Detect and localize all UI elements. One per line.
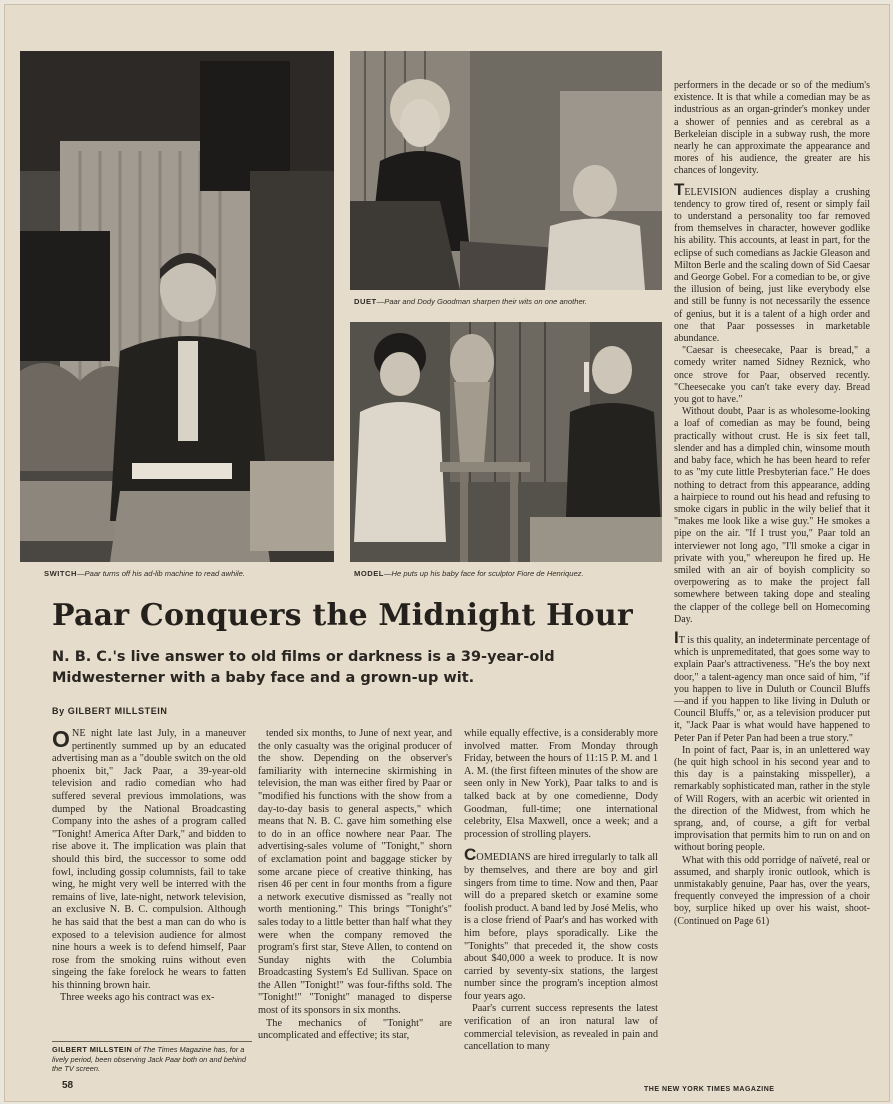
caption-switch xyxy=(44,569,245,578)
article-column-3 xyxy=(464,728,658,1054)
col4-paragraph-1: performers in the decade or so of the medium's existence. It is that while a comedian may be as industrious as an organ-grinder's monkey under a shower of pennies and as cerebral as a Berkeleian disciple in a subway rush, the more nearly he can approximate the appearance and mores of his audience, the greater are his chances of longevity. xyxy=(674,80,870,177)
col3-paragraph-2 xyxy=(464,845,658,1003)
col4-paragraph-2 xyxy=(674,179,870,346)
col4-paragraph-2-text: ELEVISION audiences display a crushing tendency to grow tired of, resent or simply fail to understand a personality too far removed from themselves in character, however godlike his ability. This accounts, at least in part, for the eclipse of such comedians as Jackie Gleason and Milton Berle and the scaling down of Sid Caesar and George Gobel. For a comedian to be, or give the illusion of being, just like everybody else and still be funny is not necessarily the essence of genius, but it is a talent of a high order and one that Paar possesses in marketable abundance. xyxy=(674,186,870,345)
caption-switch-text: —Paar turns off his ad-lib machine to read awhile. xyxy=(76,569,245,578)
caption-duet-text: —Paar and Dody Goodman sharpen their wits on one another. xyxy=(376,297,588,306)
photo-duet xyxy=(350,51,662,290)
col1-paragraph-1-text: NE night late last July, in a maneuver pertinently summed up by an educated advertising man as a "double switch on the old phoenix bit," Jack Paar, a 39-year-old television and radio comedian who had suffered several previous immolations, was dumped by the National Broadcasting Company into the ashes of a program called "Tonight! America After Dark," and bidden to rise above it. The implication was plain that should this bird, the successor to some odd fowl, including gossip columnists, fail to take wing, he might very well be interred with the remains of live, late-night, network television, an exclusive N. B. C. compulsion. Although he has said that the best a man can do who is exposed to a television audience for almost nine hours a week is to defend himself, Paar rose from the smoking ruins without even singeing the fake forelock he wears to fatten his thinning brown hair. xyxy=(52,728,246,991)
author-bio xyxy=(52,1041,252,1074)
col3-paragraph-3: Paar's current success represents the latest verification of an iron natural law of commercial television, as revealed in pain and cancellation to many xyxy=(464,1003,658,1053)
col4-paragraph-7: What with this odd porridge of naïveté, real or assumed, and sharply ironic outlook, which is unmistakably genuine, Paar has, over the years, frequently conveyed the impression of a choir boy, surplice hiked up over his waist, shoot- (Continued on Page 61) xyxy=(674,854,870,927)
col1-paragraph-2: Three weeks ago his contract was ex- xyxy=(60,992,215,1004)
caption-duet-label: DUET xyxy=(354,297,377,306)
col4-paragraph-3: "Caesar is cheesecake, Paar is bread," a comedy writer named Sidney Reznick, who once strove for Paar, observed recently. "Cheesecake you can't take every day. Bread you got to have." xyxy=(674,345,870,406)
photo-model xyxy=(350,322,662,562)
caption-model-text: —He puts up his baby face for sculptor Fiore de Henriquez. xyxy=(383,569,584,578)
subhead-cap-t: T xyxy=(674,179,685,199)
article-column-1 xyxy=(52,728,246,1005)
article-headline: Paar Conquers the Midnight Hour xyxy=(52,598,633,633)
col1-paragraph-1 xyxy=(52,728,246,992)
magazine-page xyxy=(4,4,890,1102)
col4-paragraph-4: Without doubt, Paar is as wholesome-looking a loaf of comedian as may be found, being practically without crust. He is six feet tall, slender and has a dimpled chin, winsome mouth and baby face, which he has been heard to refer to as "my cute little Presbyterian face." He does nothing to detract from this appearance, adding a hairpiece to round out his head and refusing to smoke cigars in public in the wily belief that it "makes me look like a wise guy." He smokes a pipe on the air. "If I trust you," Paar told an interviewer not long ago, "I'll smoke a cigar in private with you," whereupon he fired up. He smiled with an air of boyish complicity so overpowering as to make the project fall somewhere between taking dope and stealing the clapper of the college bell on Homecoming Day. xyxy=(674,406,870,625)
subhead-cap-i: I xyxy=(674,627,679,647)
photo-switch xyxy=(20,51,334,562)
col2-paragraph-2: The mechanics of "Tonight" are uncomplicated and effective; its star, xyxy=(258,1017,452,1042)
subhead-cap-c: C xyxy=(464,845,477,865)
caption-model-label: MODEL xyxy=(354,569,384,578)
author-bio-text: of The Times Magazine has, for a lively period, been observing Jack Paar both on and behind the TV screen. xyxy=(52,1045,246,1074)
article-column-4 xyxy=(674,80,870,928)
dropcap-o: O xyxy=(52,726,70,752)
caption-duet xyxy=(354,297,587,306)
article-byline: By GILBERT MILLSTEIN xyxy=(52,706,168,716)
author-bio-name: GILBERT MILLSTEIN xyxy=(52,1045,133,1054)
article-deck: N. B. C.'s live answer to old films or darkness is a 39-year-old Midwesterner with a baby face and a grown-up wit. xyxy=(52,649,555,686)
magazine-footer: THE NEW YORK TIMES MAGAZINE xyxy=(644,1086,775,1093)
caption-switch-label: SWITCH xyxy=(44,569,77,578)
col4-paragraph-5-text: T is this quality, an indeterminate percentage of which is unpremeditated, that goes some way to explain Paar's attractiveness. "He's the boy next door," a talent-agency man once said of him, "if you happen to live in Duluth or Council Bluffs—and if you happen to like living in Duluth or Council Bluffs," or, as a television producer put it, "Jack Paar is what would have happened to Peter Pan if Peter Pan had been a true story." xyxy=(674,634,870,744)
col3-paragraph-2-text: OMEDIANS are hired irregularly to talk all by themselves, and there are boy and girl singers from time to time. Now and then, Paar will do a prepared sketch or examine some foolish product. A band led by José Melis, who is a close friend of Paar's and has worked with him before, plays sporadically. Like the "Tonights" that preceded it, the show costs about $40,000 a week to produce. It is now carried by seventy-six stations, the largest number since the program's inception almost four years ago. xyxy=(464,852,658,1002)
page-number: 58 xyxy=(62,1080,74,1091)
col4-paragraph-6: In point of fact, Paar is, in an unlettered way (he quit high school in his second year and to this day is a painstaking misspeller), a remarkably sophisticated man, rather in the style of Will Rogers, with an acerbic wit oriented in the direction of the Midwest, from which he sprang, and, of course, a gift for verbal improvisation that permits him to run on and on without boring people. xyxy=(674,744,870,854)
article-column-2 xyxy=(258,728,452,1043)
col2-paragraph-1: tended six months, to June of next year, and the only casualty was the original producer of the show. Depending on the observer's familiarity with internecine skirmishing in television, the man was either fired by Paar or "modified his functions with the show from a day-to-day basis to general aspects," which means that N. B. C. gave him something else to do in an office nowhere near Paar. The advertising-sales volume of "Tonight," shorn of exclamation point and baggage sticker by some arcane piece of creative thinking, has risen 46 per cent in four months from a figure a network executive dismissed as "really not worth mentioning." This brings "Tonight's" sales today to a little better than half what they were when the company removed the program's first star, Steve Allen, to contend on Sunday nights with the Columbia Broadcasting System's Ed Sullivan. Space on the Allen "Tonight!" was four-fifths sold. The "Tonight!" "Tonight" managed to disperse most of its sponsors in six months. xyxy=(258,728,452,1017)
col4-paragraph-5 xyxy=(674,627,870,745)
caption-model xyxy=(354,569,584,578)
col3-paragraph-1: while equally effective, is a considerably more involved matter. From Monday through Friday, between the hours of 11:15 P. M. and 1 A. M. (the first fifteen minutes of the show are seen only in New York), Paar talks to and is talked back at by one comedienne, Dody Goodman, full-time; one international celebrity, Elsa Maxwell, once a week; and a procession of strolling players. xyxy=(464,728,658,840)
